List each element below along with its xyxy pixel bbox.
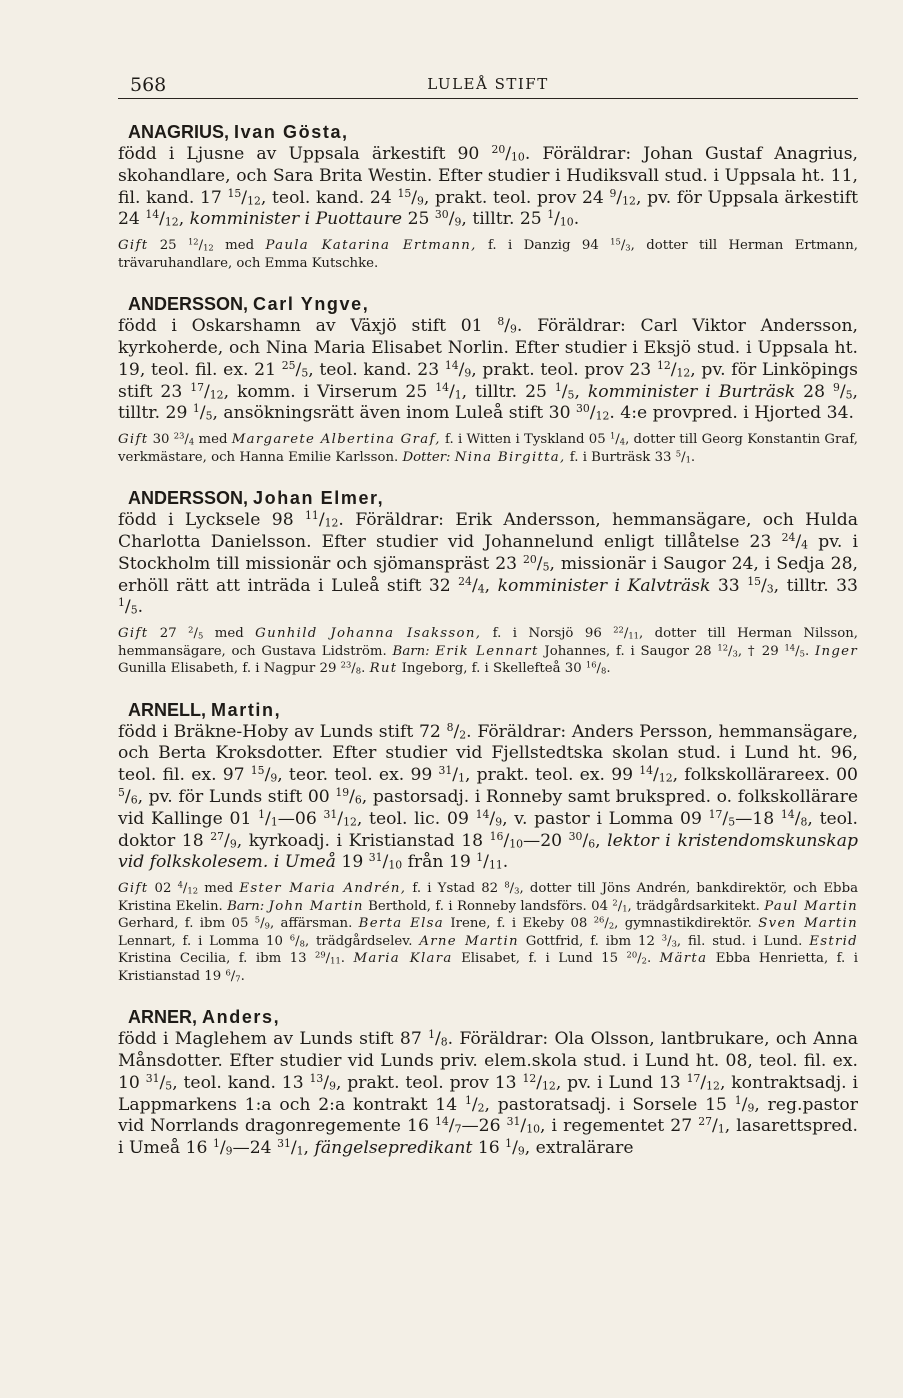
date-fraction: $^3/_3$ [661, 932, 677, 949]
entry-body: född i Oskarshamn av Växjö stift 01 $^8/_9$. Föräldrar: Carl Viktor Andersson, kyrkoherde, och Nina Maria Elisabet Norlin. Efter studier i Eksjö stud. i Uppsala ht. 19, teol. fil. ex. 21 $^{25}/_5$, teol. kand. 23 $^{14}/_9$, prakt. teol. prov 23 $^{12}/_{12}$, pv. för Linköpings stift 23 $^{17}/_{12}$, komm. i Virserum 25 $^{14}/_1$, tilltr. 25 $^1/_5$, komminister i Burträsk 28 $^9/_5$, tilltr. 29 $^1/_5$, ansökningsrätt även inom Luleå stift 30 $^{30}/_{12}$. 4:e provpred. i Hjorted 34. [118, 315, 858, 424]
spaced-name: Gift [118, 626, 149, 642]
entry-name [128, 486, 858, 510]
entry-surname: ARNELL, [128, 699, 206, 720]
italic-text: komminister i Puottaure [189, 209, 403, 230]
date-fraction: $^{27}/_9$ [210, 829, 237, 851]
date-fraction: $^{15}/_3$ [747, 574, 774, 596]
entry-given-names: Ivan Gösta, [234, 122, 349, 142]
spaced-name: Berta Elsa [358, 916, 444, 932]
entry-surname: ANDERSSON, [128, 294, 249, 315]
date-fraction: $^1/_2$ [464, 1093, 485, 1115]
italic-text: Barn: [227, 898, 265, 914]
entries-column [118, 120, 858, 1180]
date-fraction: $^5/_1$ [675, 448, 691, 465]
spaced-name: Gift [118, 432, 149, 448]
entry-surname: ARNER, [128, 1007, 198, 1028]
spaced-name: Arne Martin [419, 933, 519, 949]
spaced-name: Inger [814, 643, 858, 659]
italic-text: lektor i kristendomskunskap vid folkskolesem. i Umeå [118, 830, 858, 873]
italic-text: fängelsepredikant [314, 1138, 473, 1159]
date-fraction: $^6/_7$ [225, 967, 241, 984]
entry-family: Gift 25 $^{12}/_{12}$ med Paula Katarina Ertmann, f. i Danzig 94 $^{15}/_3$, dotter till Herman Ertmann, trävaruhandlare, och Emma Kutschke. [118, 236, 859, 271]
spaced-name: Gift [118, 881, 149, 897]
date-fraction: $^1/_5$ [118, 596, 138, 618]
date-fraction: $^9/_{12}$ [609, 186, 636, 208]
entry-family: Gift 30 $^{23}/_4$ med Margarete Albertina Graf, f. i Witten i Tyskland 05 $^1/_4$, dotter till Georg Konstantin Graf, verkmästare, och Hanna Emilie Karlsson. Dotter: Nina Birgitta, f. i Burträsk 33 $^5/_1$. [118, 430, 858, 465]
date-fraction: $^1/_1$ [258, 807, 278, 829]
date-fraction: $^1/_5$ [192, 402, 213, 424]
date-fraction: $^{14}/_{12}$ [145, 208, 179, 230]
date-fraction: $^{16}/_8$ [585, 659, 607, 677]
date-fraction: $^1/_9$ [505, 1137, 525, 1159]
entry-given-names: Carl Yngve, [253, 294, 370, 315]
date-fraction: $^{12}/_{12}$ [656, 358, 691, 380]
spaced-name: Paul Martin [764, 898, 858, 914]
date-fraction: $^{13}/_9$ [309, 1071, 336, 1093]
biography-entry [118, 698, 858, 986]
entry-given-names: Anders, [202, 1007, 281, 1028]
date-fraction: $^5/_9$ [254, 914, 270, 932]
date-fraction: $^1/_8$ [428, 1028, 448, 1050]
date-fraction: $^{26}/_2$ [593, 914, 615, 932]
date-fraction: $^{31}/_{10}$ [368, 851, 403, 873]
date-fraction: $^{15}/_9$ [250, 764, 278, 786]
date-fraction: $^1/_9$ [734, 1093, 755, 1115]
date-fraction: $^{19}/_6$ [335, 786, 362, 808]
date-fraction: $^{14}/_{12}$ [639, 764, 673, 786]
date-fraction: $^4/_{12}$ [177, 879, 199, 897]
spaced-name: Gift [118, 238, 149, 254]
biography-entry [118, 1005, 858, 1160]
date-fraction: $^{30}/_9$ [434, 208, 462, 230]
spaced-name: Sven Martin [758, 916, 858, 932]
date-fraction: $^1/_4$ [609, 430, 626, 448]
spaced-name: Gunhild Johanna Isaksson, [255, 626, 482, 642]
entry-name [128, 698, 858, 722]
date-fraction: $^{24}/_4$ [458, 574, 485, 596]
entry-family: Gift 27 $^2/_5$ med Gunhild Johanna Isaksson, f. i Norsjö 96 $^{22}/_{11}$, dotter till Herman Nilsson, hemmansägare, och Gustava Lidström. Barn: Erik Lennart Johannes, f. i Saugor 28 $^{12}/_3$, † 29 $^{14}/_5$. Inger Gunilla Elisabeth, f. i Nagpur 29 $^{23}/_8$. Rut Ingeborg, f. i Skellefteå 30 $^{16}/_8$. [118, 624, 859, 677]
italic-text: Barn: [392, 643, 430, 659]
entry-body: född i Maglehem av Lunds stift 87 $^1/_8$. Föräldrar: Ola Olsson, lantbrukare, och Anna Månsdotter. Efter studier vid Lunds priv. elem.skola stud. i Lund ht. 08, teol. fil. ex. 10 $^{31}/_5$, teol. kand. 13 $^{13}/_9$, prakt. teol. prov 13 $^{12}/_{12}$, pv. i Lund 13 $^{17}/_{12}$, kontraktsadj. i Lappmarkens 1:a och 2:a kontrakt 14 $^1/_2$, pastoratsadj. i Sorsele 15 $^1/_9$, reg.pastor vid Norrlands dragonregemente 16 $^{14}/_7—26$ $^{31}/_{10}$, i regementet 27 $^{27}/_1$, lasarettspred. i Umeå 16 $^1/_9—24$ $^{31}/_1$, fängelsepredikant 16 $^1/_9$, extralärare [118, 1028, 858, 1159]
date-fraction: $^{12}/_{12}$ [187, 236, 214, 254]
entry-body: född i Ljusne av Uppsala ärkestift 90 $^{20}/_{10}$. Föräldrar: Johan Gustaf Anagrius, skohandlare, och Sara Brita Westin. Efter studier i Hudiksvall stud. i Uppsala ht. 11, fil. kand. 17 $^{15}/_{12}$, teol. kand. 24 $^{15}/_9$, prakt. teol. prov 24 $^9/_{12}$, pv. för Uppsala ärkestift 24 $^{14}/_{12}$, komminister i Puottaure 25 $^{30}/_9$, tilltr. 25 $^1/_{10}$. [118, 143, 859, 230]
date-fraction: $^{31}/_1$ [277, 1137, 304, 1159]
date-fraction: $^{20}/_2$ [626, 949, 647, 967]
spaced-name: Nina Birgitta, [454, 449, 566, 465]
biography-entry [118, 120, 858, 272]
spaced-name: Maria Klara [353, 951, 453, 967]
biography-entry [118, 292, 858, 466]
entry-surname: ANAGRIUS, [128, 122, 230, 142]
date-fraction: $^{30}/_6$ [568, 829, 596, 851]
date-fraction: $^1/_{11}$ [476, 851, 503, 873]
date-fraction: $^{14}/_7$ [434, 1115, 462, 1137]
date-fraction: $^{31}/_1$ [438, 764, 465, 786]
date-fraction: $^{15}/_3$ [610, 236, 631, 254]
date-fraction: $^{14}/_9$ [444, 358, 472, 380]
date-fraction: $^{29}/_{11}$ [315, 949, 341, 967]
date-fraction: $^{20}/_5$ [523, 552, 550, 574]
date-fraction: $^1/_{10}$ [547, 208, 574, 230]
date-fraction: $^8/_9$ [497, 315, 517, 337]
date-fraction: $^{31}/_{12}$ [323, 807, 357, 829]
date-fraction: $^8/_3$ [504, 879, 520, 897]
date-fraction: $^{11}/_{12}$ [305, 509, 339, 531]
date-fraction: $^{17}/_{12}$ [190, 380, 224, 402]
date-fraction: $^{17}/_5$ [708, 807, 736, 829]
date-fraction: $^{31}/_{10}$ [506, 1115, 540, 1137]
date-fraction: $^9/_5$ [832, 380, 853, 402]
biography-entry [118, 486, 858, 677]
date-fraction: $^{14}/_8$ [780, 807, 808, 829]
date-fraction: $^{24}/_4$ [781, 531, 809, 552]
date-fraction: $^{14}/_9$ [475, 807, 503, 829]
date-fraction: $^{31}/_5$ [145, 1071, 173, 1093]
date-fraction: $^2/_5$ [188, 624, 204, 642]
date-fraction: $^1/_9$ [212, 1137, 233, 1159]
date-fraction: $^{25}/_5$ [281, 358, 309, 380]
spaced-name: Märta [659, 951, 708, 967]
date-fraction: $^{23}/_8$ [340, 659, 362, 677]
spaced-name: Rut [369, 661, 398, 677]
italic-text: komminister i Burträsk [587, 381, 796, 402]
date-fraction: $^8/_2$ [446, 720, 467, 742]
date-fraction: $^6/_8$ [289, 932, 305, 949]
entry-body: född i Lycksele 98 $^{11}/_{12}$. Föräldrar: Erik Andersson, hemmansägare, och Hulda Charlotta Danielsson. Efter studier vid Johannelund enligt tillåtelse 23 $^{24}/_4$ pv. i Stockholm till missionär och sjömanspräst 23 $^{20}/_5$, missionär i Saugor 24, i Sedja 28, erhöll rätt att inträda i Luleå stift 32 $^{24}/_4$, komminister i Kalvträsk 33 $^{15}/_3$, tilltr. 33 $^1/_5$. [118, 509, 859, 618]
date-fraction: $^{27}/_1$ [698, 1115, 725, 1137]
date-fraction: $^5/_6$ [118, 786, 138, 808]
entry-body: född i Bräkne-Hoby av Lunds stift 72 $^8/_2$. Föräldrar: Anders Persson, hemmansägare, och Berta Kroksdotter. Efter studier vid Fjellstedtska skolan stud. i Lund ht. 96, teol. fil. ex. 97 $^{15}/_9$, teor. teol. ex. 99 $^{31}/_1$, prakt. teol. ex. 99 $^{14}/_{12}$, folkskollärareex. 00 $^5/_6$, pv. för Lunds stift 00 $^{19}/_6$, pastorsadj. i Ronneby samt brukspred. o. folkskollärare vid Kallinge 01 $^1/_1—06$ $^{31}/_{12}$, teol. lic. 09 $^{14}/_9$, v. pastor i Lomma 09 $^{17}/_5—18$ $^{14}/_8$, teol. doktor 18 $^{27}/_9$, kyrkoadj. i Kristianstad 18 $^{16}/_{10}—20$ $^{30}/_6$, lektor i kristendomskunskap vid folkskolesem. i Umeå 19 $^{31}/_{10}$ från 19 $^1/_{11}$. [118, 720, 858, 873]
page-number: 568 [130, 74, 167, 96]
entry-name [128, 292, 858, 316]
entry-given-names: Johan Elmer, [253, 488, 385, 509]
date-fraction: $^{16}/_{10}$ [489, 829, 524, 851]
date-fraction: $^{14}/_5$ [784, 642, 805, 659]
date-fraction: $^{22}/_{11}$ [613, 624, 639, 642]
date-fraction: $^{15}/_{12}$ [227, 186, 261, 208]
date-fraction: $^{12}/_{12}$ [522, 1071, 556, 1093]
spaced-name: Paula Katarina Ertmann, [265, 238, 477, 254]
entry-family: Gift 02 $^4/_{12}$ med Ester Maria Andrén, f. i Ystad 82 $^8/_3$, dotter till Jöns Andrén, bankdirektör, och Ebba Kristina Ekelin. Barn: John Martin Berthold, f. i Ronneby landsförs. 04 $^2/_1$, trädgårdsarkitekt. Paul Martin Gerhard, f. ibm 05 $^5/_9$, affärsman. Berta Elsa Irene, f. i Ekeby 08 $^{26}/_2$, gymnastikdirektör. Sven Martin Lennart, f. i Lomma 10 $^6/_8$, trädgårdselev. Arne Martin Gottfrid, f. ibm 12 $^3/_3$, fil. stud. i Lund. Estrid Kristina Cecilia, f. ibm 13 $^{29}/_{11}$. Maria Klara Elisabet, f. i Lund 15 $^{20}/_2$. Märta Ebba Henrietta, f. i Kristianstad 19 $^6/_7$. [118, 879, 859, 984]
date-fraction: $^2/_1$ [612, 897, 628, 914]
running-title: LULEÅ STIFT [427, 75, 549, 93]
entry-surname: ANDERSSON, [128, 488, 249, 509]
page-header [118, 68, 858, 99]
spaced-name: Ester Maria Andrén, [239, 881, 407, 897]
date-fraction: $^{30}/_{12}$ [576, 402, 610, 424]
entry-given-names: Martin, [211, 699, 282, 720]
spaced-name: Margarete Albertina Graf, [231, 432, 441, 448]
spaced-name: Erik Lennart [435, 643, 539, 659]
spaced-name: Estrid [809, 933, 858, 949]
spaced-name: John Martin [268, 898, 364, 914]
date-fraction: $^{17}/_{12}$ [686, 1071, 720, 1093]
entry-name [128, 120, 858, 144]
date-fraction: $^{15}/_9$ [397, 186, 424, 208]
italic-text: komminister i Kalvträsk [497, 575, 711, 596]
entry-name [128, 1005, 858, 1029]
date-fraction: $^{20}/_{10}$ [491, 143, 525, 164]
date-fraction: $^{12}/_3$ [717, 642, 738, 659]
italic-text: Dotter: [402, 449, 451, 465]
date-fraction: $^{23}/_4$ [173, 430, 195, 448]
date-fraction: $^{14}/_1$ [435, 380, 462, 402]
date-fraction: $^1/_5$ [554, 380, 575, 402]
